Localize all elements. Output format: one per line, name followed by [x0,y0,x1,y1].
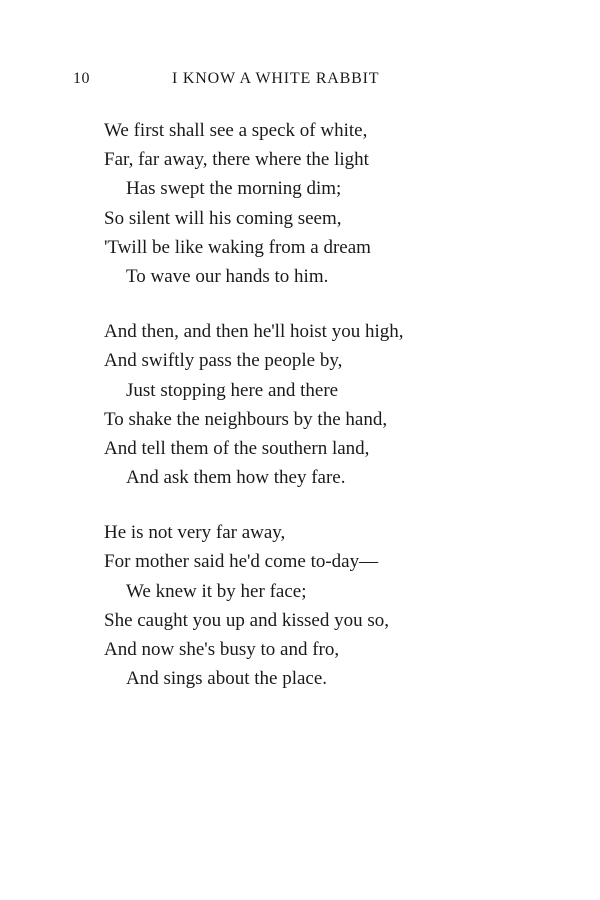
poem-line: She caught you up and kissed you so, [104,609,389,631]
poem [104,116,564,719]
poem-line: He is not very far away, [104,522,286,544]
poem-line-indented: We knew it by her face; [126,580,307,602]
poem-line-indented: Has swept the morning dim; [126,178,342,200]
poem-line: To shake the neighbours by the hand, [104,408,388,430]
stanza-2 [104,317,564,492]
poem-line: For mother said he'd come to-day— [104,551,379,573]
stanza-1 [104,116,564,291]
poem-line: And now she's busy to and fro, [104,639,340,660]
poem-line-indented: And sings about the place. [126,668,328,690]
book-title: I KNOW A WHITE RABBIT [172,70,380,87]
poem-line: We first shall see a speck of white, [104,120,368,141]
page-number: 10 [73,70,90,87]
running-head [0,70,600,94]
poem-line: So silent will his coming seem, [104,207,342,229]
poem-line: Far, far away, there where the light [104,149,369,171]
poem-line: And swiftly pass the people by, [104,350,343,372]
poem-line-indented: Just stopping here and there [126,379,339,401]
poem-line: And then, and then he'll hoist you high, [104,321,404,343]
poem-line: And tell them of the southern land, [104,437,370,459]
poem-line: 'Twill be like waking from a dream [104,236,371,258]
stanza-3 [104,518,564,693]
poem-line-indented: And ask them how they fare. [126,467,346,489]
poem-line-indented: To wave our hands to him. [126,265,329,287]
